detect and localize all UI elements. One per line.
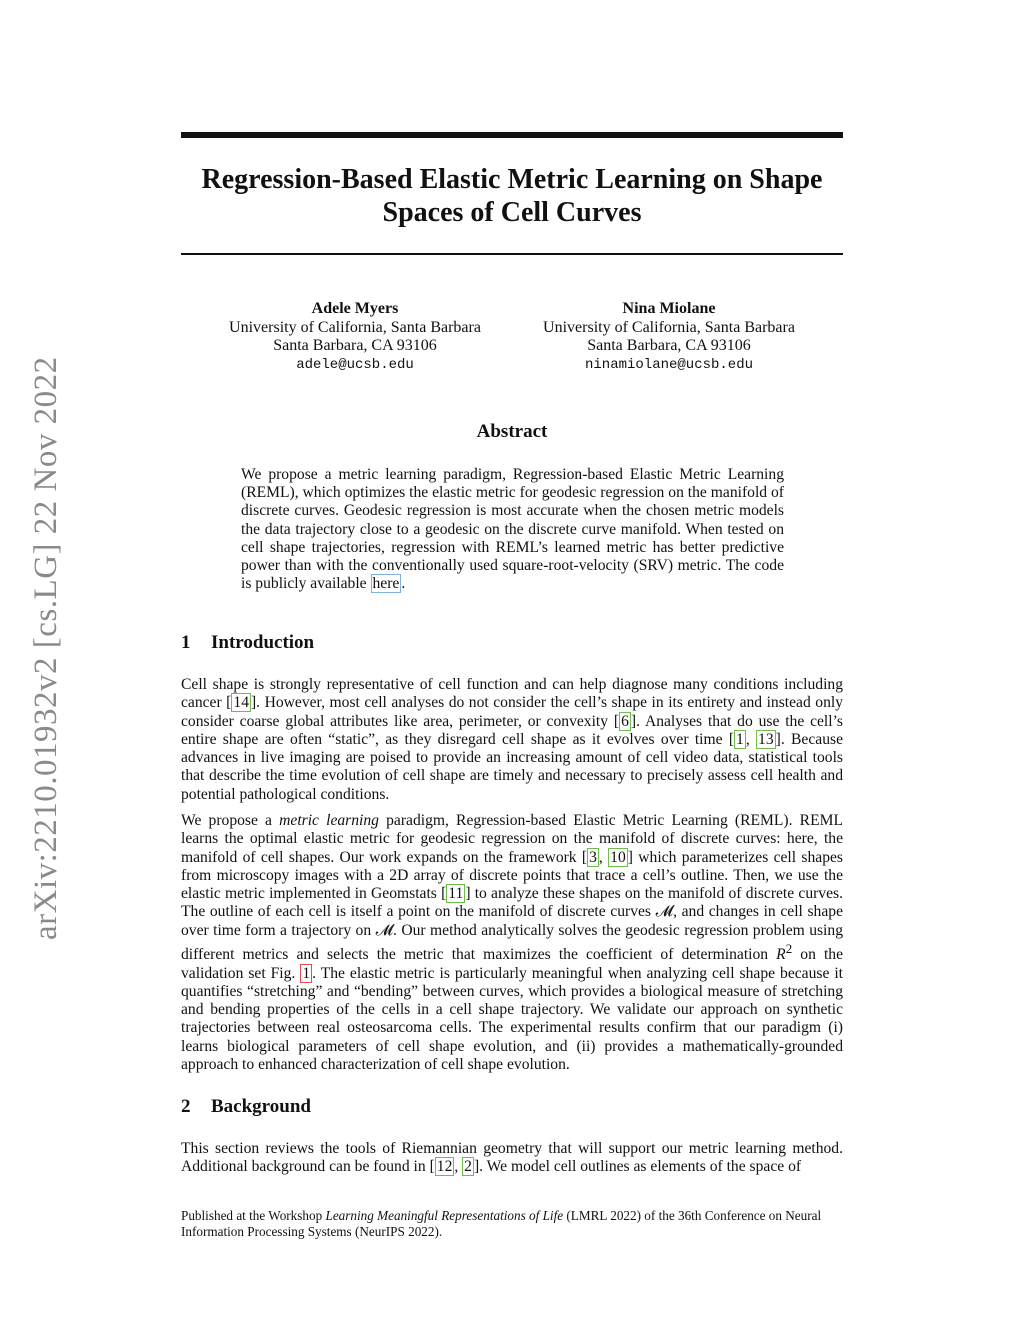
footnote: Published at the Workshop Learning Meaningful Representations of Life (LMRL 2022) of the 36th Conference on Neural Information Processing Systems (NeurIPS 2022). xyxy=(181,1208,822,1239)
author-address: Santa Barbara, CA 93106 xyxy=(273,337,437,354)
author-name: Adele Myers xyxy=(311,300,399,317)
background-paragraph-1: This section reviews the tools of Riemannian geometry that will support our metric learning method. Additional background can be found in [ 12 , 2 ]. We model cell outlines as elements of the space of xyxy=(181,1140,843,1176)
citation-link[interactable]: 6 xyxy=(621,712,629,730)
section-heading-background: 2 Background xyxy=(181,1096,311,1117)
citation-link[interactable]: 3 xyxy=(589,848,597,866)
intro-paragraph-1: Cell shape is strongly representative of cell function and can help diagnose many conditions including cancer [ 14 ]. However, most cell analyses do not consider the cell’s shape in its entirety and instead only consider coarse global attributes like area, perimeter, or convexity [ 6 ]. Analyses that do use the cell’s entire shape are often “static”, as they disregard cell shape as it evolves over time [ 1 , 13 ]. Because advances in live imaging are poised to provide an increasing amount of cell video data, statistical tools that describe the time evolution of cell shape are timely and necessary to precisely assess cell health and potential pathological conditions. xyxy=(181,676,843,803)
citation-link[interactable]: 14 xyxy=(233,694,249,712)
citation-link[interactable]: 1 xyxy=(736,730,744,748)
author-address: Santa Barbara, CA 93106 xyxy=(587,337,751,354)
author-block xyxy=(509,300,829,374)
author-block xyxy=(195,300,515,374)
intro-paragraph-2: We propose a metric learning paradigm, Regression-based Elastic Metric Learning (REML). REML learns the optimal elastic metric for geodesic regression on the manifold of discrete curves: here, the manifold of cell shapes. Our work expands on the framework [ 3 , 10 ] which parameterizes cell shapes from microscopy images with a 2D array of discrete points that trace a cell’s outline. Then, we use the elastic metric implemented in Geomstats [ 11 ] to analyze these shapes on the manifold of discrete curves. The outline of each cell is itself a point on the manifold of discrete curves 𝓜, and changes in cell shape over time form a trajectory on 𝓜. Our method analytically solves the geodesic regression problem using different metrics and selects the metric that maximizes the coefficient of determination $R^2$ on the validation set Fig. 1 . The elastic metric is particularly meaningful when analyzing cell shape because it quantifies “stretching” and “bending” between curves, which provides a biological measure of stretching and bending properties of the cells in a cell shape trajectory. We validate our approach on synthetic trajectories between real osteosarcoma cells. The experimental results confirm that our paradigm (i) learns biological parameters of cell shape evolution, and (ii) provides a mathematically-grounded approach to enhanced characterization of cell shape evolution. xyxy=(181,812,844,1074)
citation-link[interactable]: 11 xyxy=(448,885,464,903)
section-heading-introduction: 1 Introduction xyxy=(181,632,315,653)
abstract-heading: Abstract xyxy=(476,421,548,442)
author-name: Nina Miolane xyxy=(622,300,716,317)
author-affiliation: University of California, Santa Barbara xyxy=(543,318,795,336)
code-link[interactable]: here xyxy=(372,575,400,593)
paper-title: Regression-Based Elastic Metric Learning on Shape Spaces of Cell Curves xyxy=(201,164,823,228)
citation-link[interactable]: 10 xyxy=(610,848,626,866)
figure-link[interactable]: 1 xyxy=(302,964,311,982)
arxiv-stamp: arXiv:2210.01932v2 [cs.LG] 22 Nov 2022 xyxy=(28,356,64,940)
citation-link[interactable]: 12 xyxy=(436,1158,453,1176)
citation-link[interactable]: 13 xyxy=(758,730,774,748)
author-affiliation: University of California, Santa Barbara xyxy=(229,318,481,336)
abstract-body: We propose a metric learning paradigm, Regression-based Elastic Metric Learning (REML), which optimizes the elastic metric for geodesic regression on the manifold of discrete curves. Geodesic regression is most accurate when the chosen metric models the data trajectory close to a geodesic on the discrete curve manifold. When tested on cell shape trajectories, regression with REML’s learned metric has better predictive power than with the conventionally used square-root-velocity (SRV) metric. The code is publicly available here . xyxy=(241,466,784,593)
citation-link[interactable]: 2 xyxy=(464,1158,472,1176)
title-rule-bottom xyxy=(181,253,843,255)
author-email[interactable]: ninamiolane@ucsb.edu xyxy=(584,356,754,373)
title-rule-top xyxy=(181,132,843,138)
author-email[interactable]: adele@ucsb.edu xyxy=(296,356,414,373)
